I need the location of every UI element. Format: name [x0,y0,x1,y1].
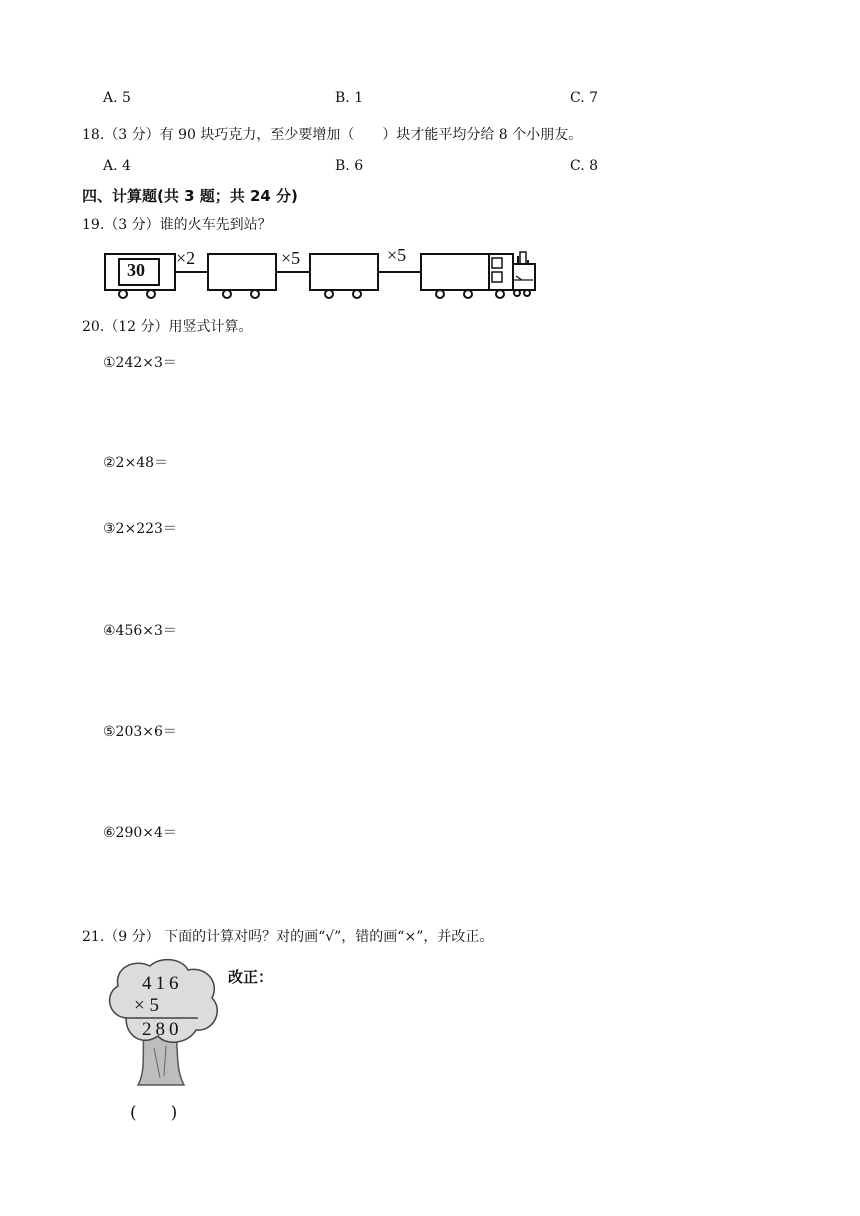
train-car-3 [310,254,378,290]
q20-question: 20.（12 分）用竖式计算。 [82,319,253,335]
train-multiplier-3: ×5 [387,245,407,265]
section-heading: 四、计算题(共 3 题；共 24 分) [82,187,298,205]
train-figure [100,246,545,302]
answer-parentheses: ( ) [130,1103,178,1123]
q18-option-a: A. 4 [103,158,131,174]
q18-question: 18.（3 分）有 90 块巧克力，至少要增加（ ）块才能平均分给 8 个小朋友。 [82,127,583,143]
q17-option-a: A. 5 [103,90,131,106]
calc-item-1: ①242×3＝ [103,355,177,371]
calc-item-5: ⑤203×6＝ [103,724,177,740]
train-multiplier-1: ×2 [176,248,196,268]
train-car-2 [208,254,276,290]
correction-label: 改正： [228,968,274,986]
calc-item-6: ⑥290×4＝ [103,825,177,841]
calc-item-4: ④456×3＝ [103,623,177,639]
train-multiplier-2: ×5 [281,248,301,268]
train-car-4 [421,254,489,290]
q17-option-b: B. 1 [335,90,364,106]
q17-option-c: C. 7 [570,90,599,106]
q19-question: 19.（3 分）谁的火车先到站？ [82,217,272,233]
tree-result: 280 [142,1019,183,1040]
calc-item-3: ③2×223＝ [103,521,177,537]
calc-item-2: ②2×48＝ [103,455,169,471]
q18-option-b: B. 6 [335,158,364,174]
q18-option-c: C. 8 [570,158,599,174]
train-start-value: 30 [127,260,145,280]
locomotive [489,252,535,298]
q21-question: 21.（9 分） 下面的计算对吗？对的画“√”，错的画“×”，并改正。 [82,929,494,945]
tree-multiplicand: 416 [142,973,183,994]
tree-multiplier: × 5 [134,995,159,1016]
